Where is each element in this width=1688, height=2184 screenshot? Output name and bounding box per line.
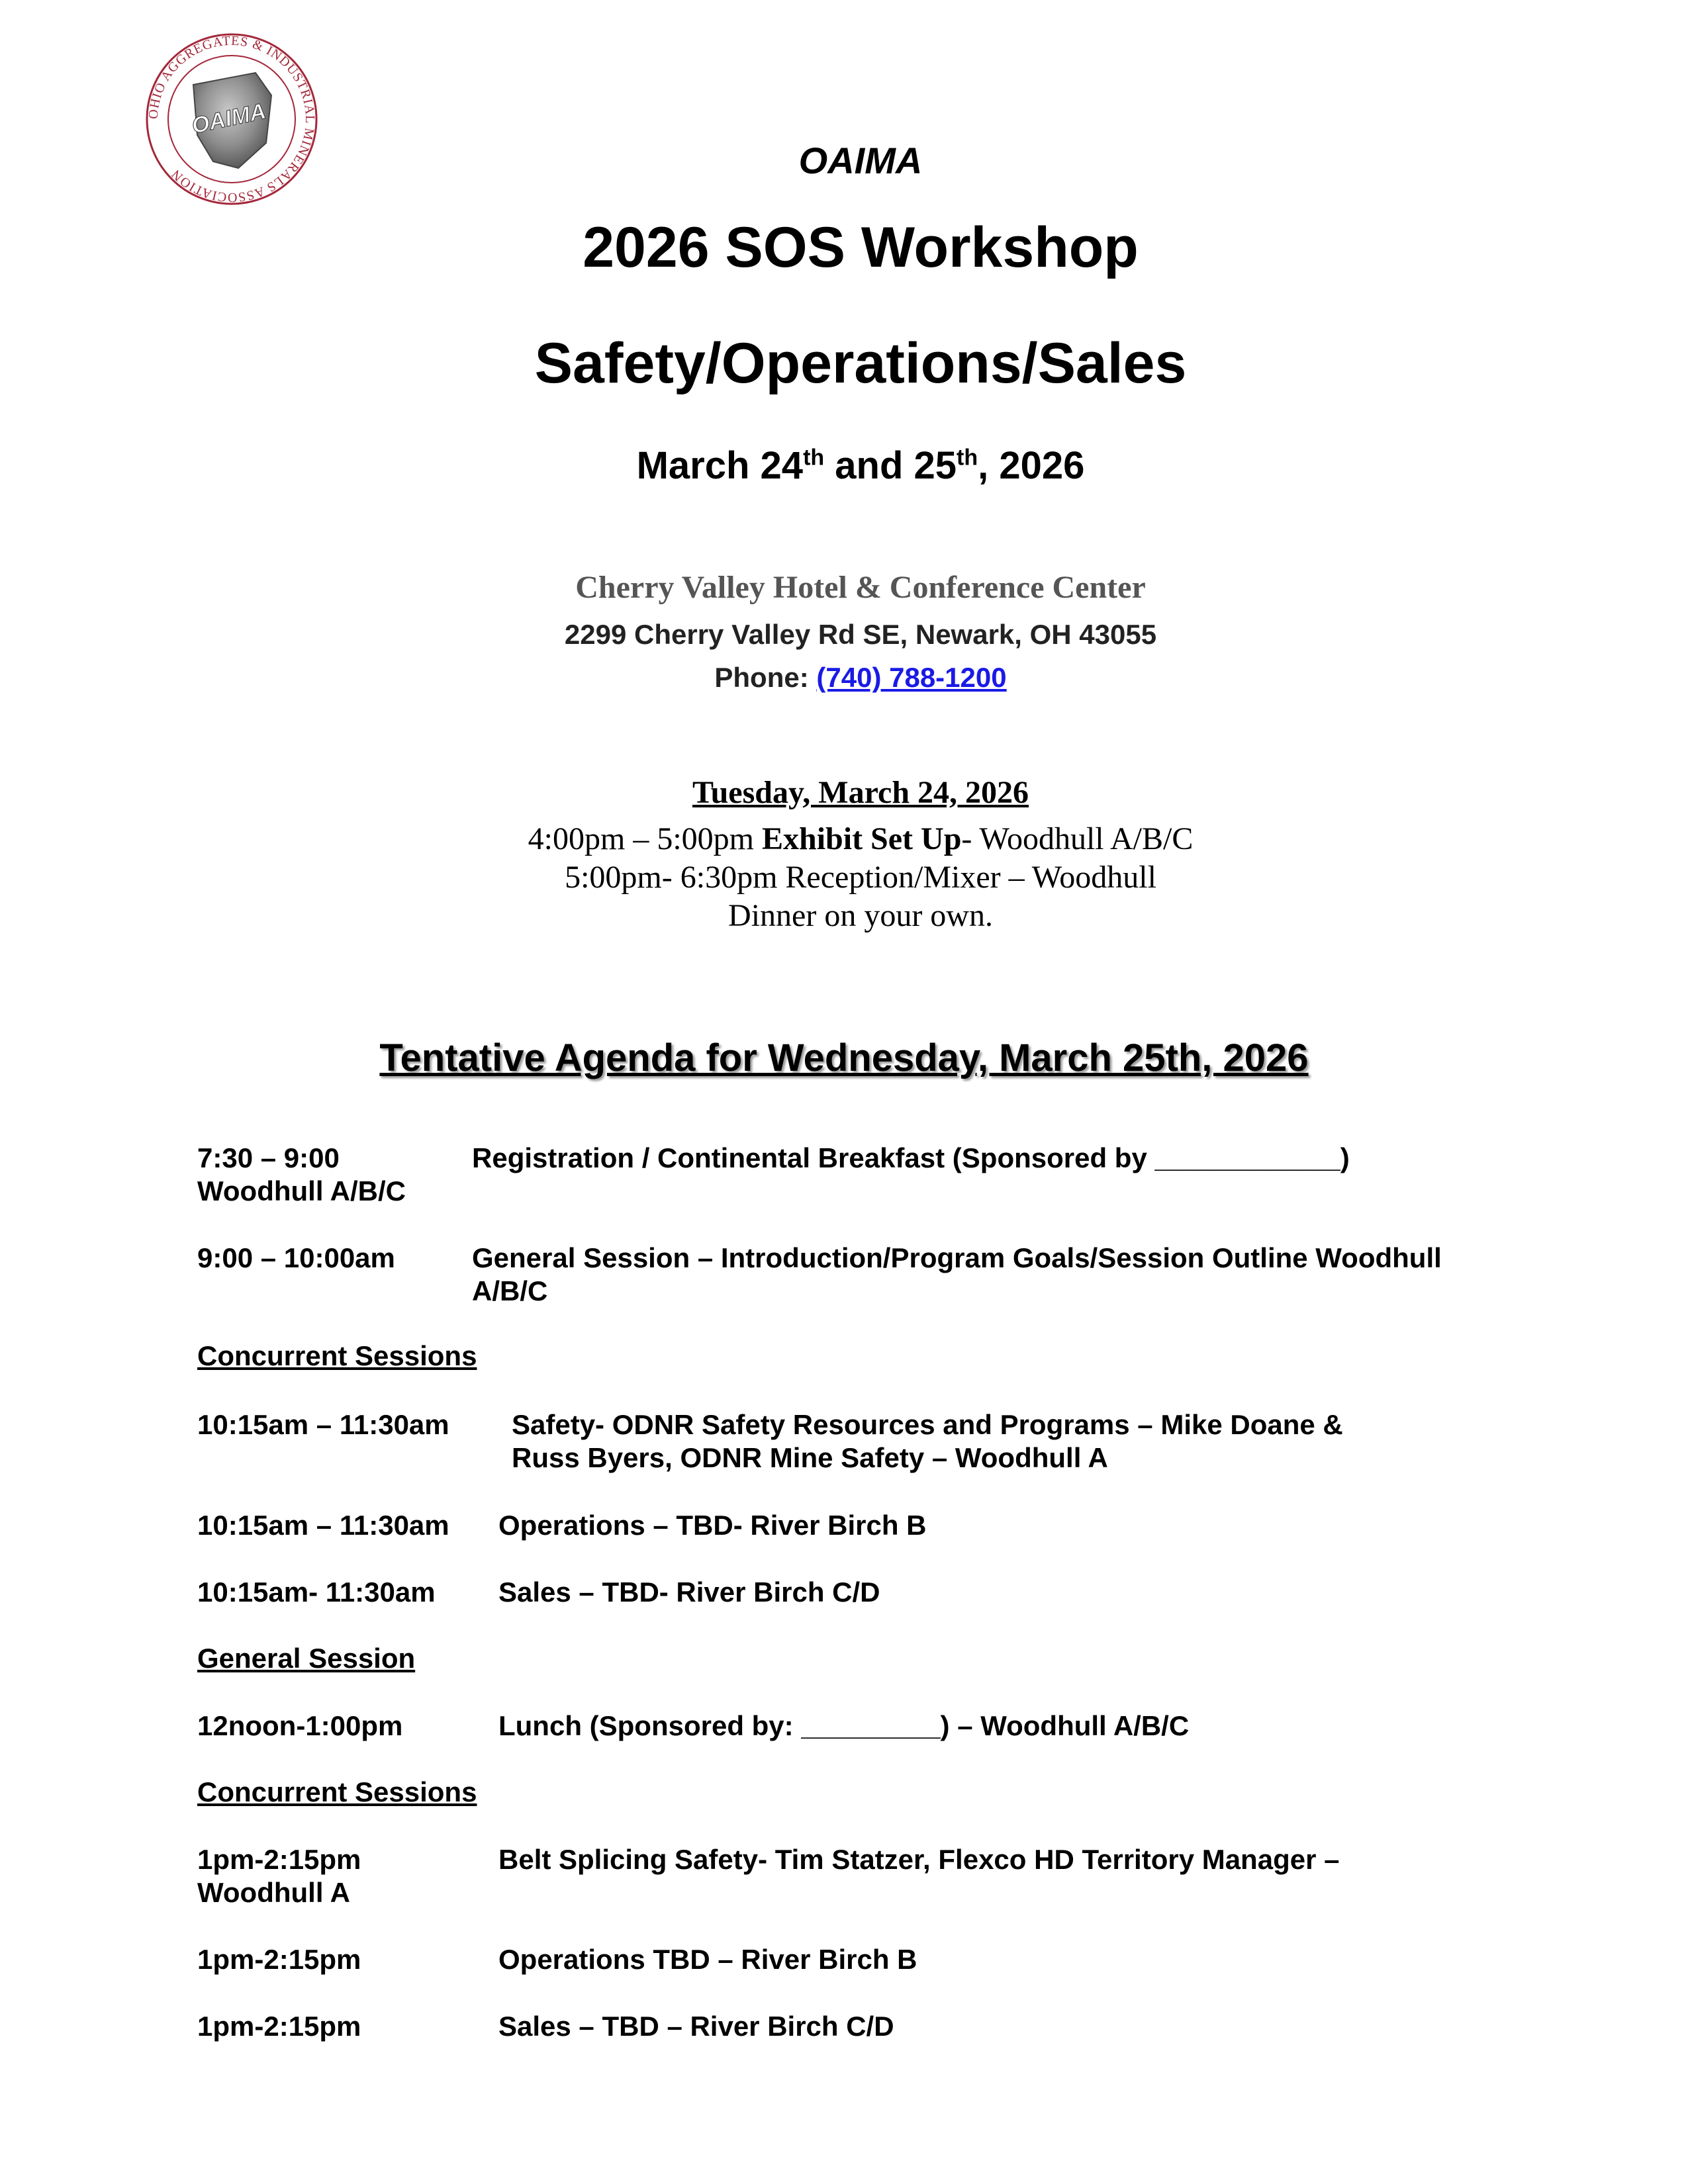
agenda-heading: Tentative Agenda for Wednesday, March 25th, 2026 <box>379 1036 1309 1079</box>
agenda-desc: Operations – TBD- River Birch B <box>498 1510 927 1541</box>
section-general-session: General Session <box>197 1643 416 1674</box>
agenda-time: 1pm-2:15pm <box>197 1944 361 1975</box>
venue-address: 2299 Cherry Valley Rd SE, Newark, OH 43055 <box>564 619 1157 650</box>
agenda-desc: Operations TBD – River Birch B <box>498 1944 917 1975</box>
tuesday-line-reception: 5:00pm- 6:30pm Reception/Mixer – Woodhull <box>565 860 1156 895</box>
agenda-desc: Belt Splicing Safety- Tim Statzer, Flexco HD Territory Manager – <box>498 1844 1340 1875</box>
agenda-time: 9:00 – 10:00am <box>197 1242 395 1273</box>
section-concurrent-sessions-2: Concurrent Sessions <box>197 1776 477 1807</box>
page-subtitle: Safety/Operations/Sales <box>534 332 1187 395</box>
agenda-room: Woodhull A/B/C <box>197 1175 406 1206</box>
agenda-time: 1pm-2:15pm <box>197 2011 361 2042</box>
logo-center-text: OAIMA <box>189 98 269 139</box>
agenda-time: 10:15am – 11:30am <box>197 1510 449 1541</box>
agenda-time: 10:15am – 11:30am <box>197 1409 449 1440</box>
agenda-desc: Lunch (Sponsored by: _________) – Woodhull A/B/C <box>498 1710 1190 1741</box>
venue-name: Cherry Valley Hotel & Conference Center <box>575 570 1146 605</box>
agenda-desc-cont: Russ Byers, ODNR Mine Safety – Woodhull A <box>512 1442 1108 1473</box>
phone-link[interactable]: (740) 788-1200 <box>816 662 1007 693</box>
logo-ring-text: OHIO AGGREGATES & INDUSTRIAL MINERALS ASSOCIATION <box>146 33 318 205</box>
agenda-desc: General Session – Introduction/Program Goals/Session Outline Woodhull <box>472 1242 1442 1273</box>
event-dates: March 24th and 25th, 2026 <box>636 444 1085 487</box>
agenda-desc: Registration / Continental Breakfast (Sponsored by ____________) <box>472 1142 1350 1173</box>
agenda-desc: Sales – TBD- River Birch C/D <box>498 1576 880 1608</box>
venue-phone: Phone: (740) 788-1200 <box>714 662 1007 693</box>
org-name: OAIMA <box>798 140 923 181</box>
page-title: 2026 SOS Workshop <box>583 216 1139 279</box>
agenda-time: 12noon-1:00pm <box>197 1710 403 1741</box>
agenda-time: 10:15am- 11:30am <box>197 1576 436 1608</box>
tuesday-line-dinner: Dinner on your own. <box>728 898 993 933</box>
agenda-desc-cont: A/B/C <box>472 1275 548 1306</box>
tuesday-heading: Tuesday, March 24, 2026 <box>692 775 1029 810</box>
oaima-logo <box>139 26 324 212</box>
tuesday-line-exhibit: 4:00pm – 5:00pm Exhibit Set Up- Woodhull A/B/C <box>528 821 1194 856</box>
agenda-time: 1pm-2:15pm <box>197 1844 361 1875</box>
agenda-desc: Sales – TBD – River Birch C/D <box>498 2011 894 2042</box>
agenda-desc: Safety- ODNR Safety Resources and Programs – Mike Doane & <box>512 1409 1343 1440</box>
agenda-time: 7:30 – 9:00 <box>197 1142 340 1173</box>
agenda-room: Woodhull A <box>197 1877 350 1908</box>
section-concurrent-sessions-1: Concurrent Sessions <box>197 1340 477 1371</box>
